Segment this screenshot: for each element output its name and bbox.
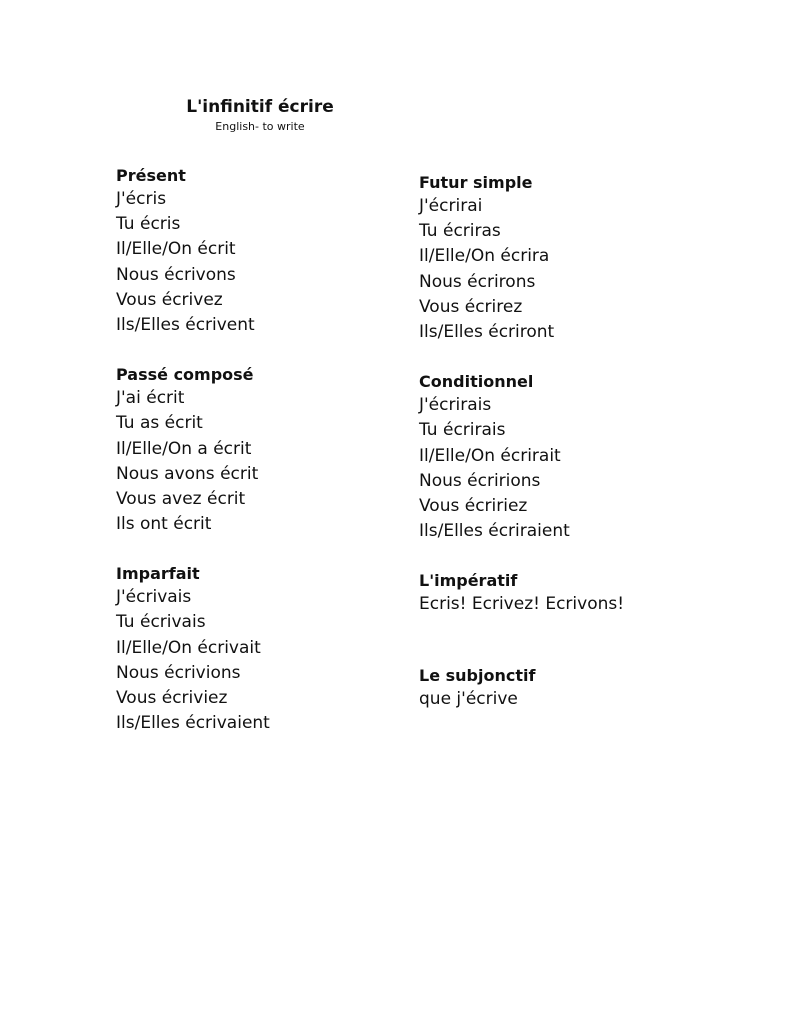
conjugation-line: Il/Elle/On écrira bbox=[419, 246, 550, 267]
section-imparfait bbox=[116, 563, 436, 736]
conjugation-line: que j'écrive bbox=[419, 689, 518, 710]
conjugation-line: Tu écriras bbox=[419, 221, 501, 242]
conjugation-line: Vous avez écrit bbox=[116, 488, 246, 509]
section-passe-compose bbox=[116, 364, 436, 537]
conjugation-line: Nous avons écrit bbox=[116, 463, 259, 484]
conjugation-line: Nous écririons bbox=[419, 470, 541, 491]
section-futur-simple bbox=[419, 172, 739, 345]
conjugation-line: J'écrirais bbox=[419, 395, 492, 416]
section-heading: Futur simple bbox=[419, 173, 533, 192]
conjugation-line: Vous écrivez bbox=[116, 289, 223, 310]
conjugation-line: Tu écris bbox=[116, 214, 181, 235]
section-heading: L'impératif bbox=[419, 571, 518, 591]
conjugation-line: Nous écrirons bbox=[419, 271, 536, 292]
conjugation-line: Vous écriviez bbox=[116, 688, 228, 708]
page-header bbox=[160, 96, 360, 135]
conjugation-line: Ecris! Ecrivez! Ecrivons! bbox=[419, 594, 625, 615]
section-heading: Passé composé bbox=[116, 365, 254, 385]
section-heading: Présent bbox=[116, 166, 186, 185]
conjugation-line: Il/Elle/On écrirait bbox=[419, 445, 561, 466]
conjugation-line: Tu écrivais bbox=[116, 612, 206, 633]
conjugation-line: Tu as écrit bbox=[116, 413, 203, 434]
section-imperatif bbox=[419, 570, 739, 617]
conjugation-line: J'ai écrit bbox=[116, 388, 185, 409]
section-spacer bbox=[419, 617, 739, 665]
conjugation-line: Il/Elle/On écrit bbox=[116, 239, 236, 260]
conjugation-line: Ils/Elles écriraient bbox=[419, 521, 570, 542]
section-spacer bbox=[419, 345, 739, 371]
page-subtitle: English- to write bbox=[215, 120, 305, 133]
section-heading: Le subjonctif bbox=[419, 666, 536, 686]
conjugation-line: J'écrirai bbox=[419, 196, 483, 216]
conjugation-line: Vous écrirez bbox=[419, 296, 523, 317]
section-heading: Conditionnel bbox=[419, 372, 534, 392]
section-present bbox=[116, 165, 436, 338]
conjugation-line: Vous écririez bbox=[419, 495, 528, 516]
conjugation-line: Ils/Elles écrivent bbox=[116, 314, 255, 335]
conjugation-line: Nous écrivions bbox=[116, 662, 241, 683]
conjugation-line: Ils/Elles écrivaient bbox=[116, 713, 270, 734]
right-column bbox=[419, 172, 739, 713]
conjugation-line: Il/Elle/On écrivait bbox=[116, 637, 261, 658]
conjugation-line: Ils/Elles écriront bbox=[419, 321, 555, 342]
conjugation-line: J'écrivais bbox=[116, 587, 192, 608]
section-spacer bbox=[419, 544, 739, 570]
section-heading: Imparfait bbox=[116, 564, 200, 584]
conjugation-line: Nous écrivons bbox=[116, 264, 236, 285]
conjugation-line: Tu écrirais bbox=[419, 420, 506, 441]
section-spacer bbox=[116, 537, 436, 563]
conjugation-line: J'écris bbox=[116, 189, 167, 209]
page-title: L'infinitif écrire bbox=[186, 97, 334, 117]
left-column bbox=[116, 165, 436, 736]
conjugation-line: Il/Elle/On a écrit bbox=[116, 438, 252, 459]
section-conditionnel bbox=[419, 371, 739, 544]
section-spacer bbox=[116, 338, 436, 364]
conjugation-line: Ils ont écrit bbox=[116, 514, 212, 535]
section-subjonctif bbox=[419, 665, 739, 712]
